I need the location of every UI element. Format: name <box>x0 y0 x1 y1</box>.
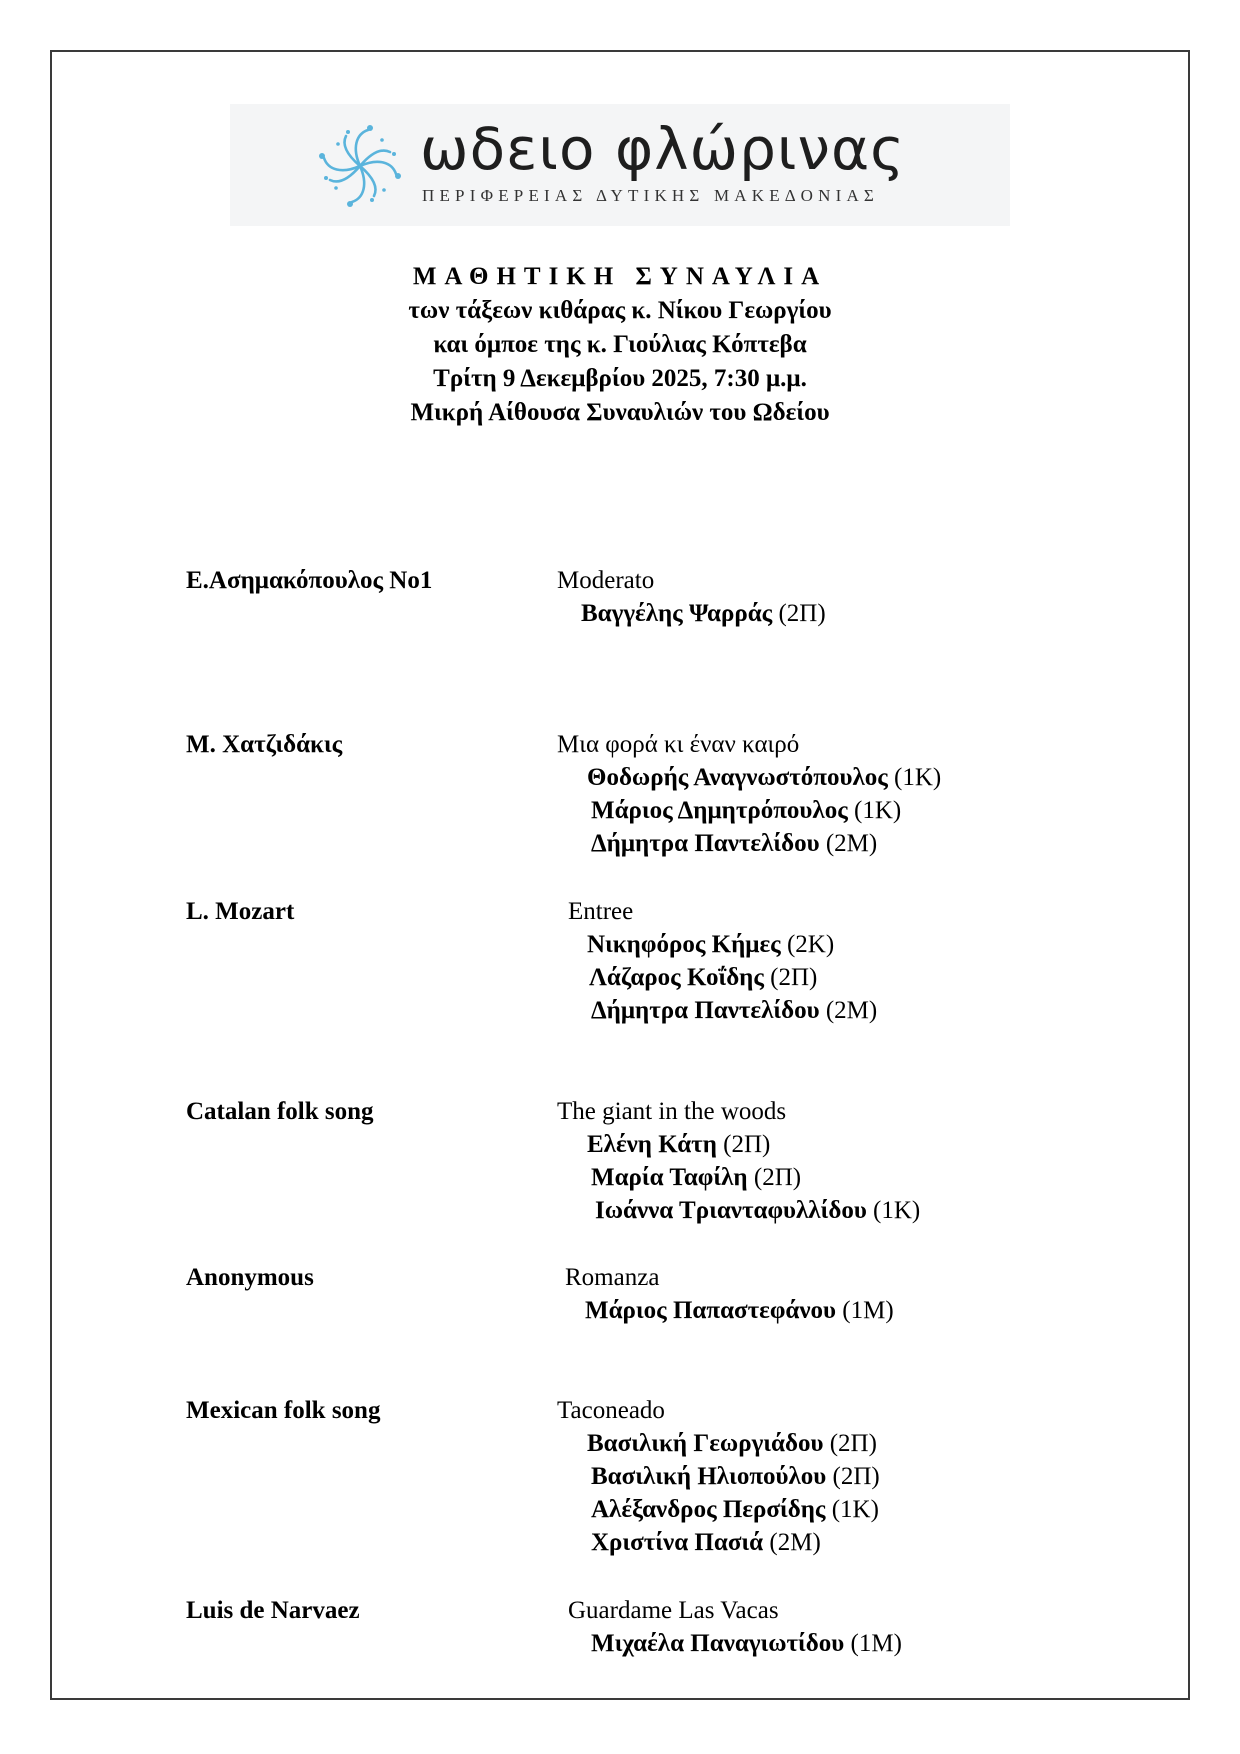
performer <box>591 1627 902 1660</box>
performer <box>585 1294 894 1327</box>
concert-header <box>0 260 1240 430</box>
performer-name: Λάζαρος Κοΐδης <box>589 964 764 991</box>
concert-title: ΜΑΘΗΤΙΚΗ ΣΥΝΑΥΛΙΑ <box>412 263 828 290</box>
conservatory-logo <box>230 104 1010 226</box>
composer-name: L. Mozart <box>186 898 295 925</box>
performer <box>591 1526 821 1559</box>
performer-name: Δήμητρα Παντελίδου <box>591 997 820 1024</box>
composer-name: Ε.Ασημακόπουλος Νο1 <box>186 567 433 594</box>
performer <box>591 827 877 860</box>
performer <box>591 794 901 827</box>
performer-class: (2Π) <box>763 964 818 991</box>
performer <box>595 1194 920 1227</box>
performer-class: (1Κ) <box>847 797 902 824</box>
performer-name: Χριστίνα Πασιά <box>591 1529 764 1556</box>
performer <box>591 1493 879 1526</box>
logo-subtitle: ΠΕΡΙΦΕΡΕΙΑΣ ΔΥΤΙΚΗΣ ΜΑΚΕΔΟΝΙΑΣ <box>422 186 880 205</box>
performer <box>587 761 941 794</box>
performer <box>587 928 834 961</box>
performer-name: Ελένη Κάτη <box>587 1131 717 1158</box>
performer-name: Δήμητρα Παντελίδου <box>591 830 820 857</box>
performer-class: (2Κ) <box>780 931 835 958</box>
piece-title: Guardame Las Vacas <box>568 1597 779 1624</box>
performer-class: (2Μ) <box>819 830 878 857</box>
performer <box>587 1128 770 1161</box>
performer-name: Νικηφόρος Κήμες <box>587 931 781 958</box>
performer-class: (2Μ) <box>819 997 878 1024</box>
performer-name: Ιωάννα Τριανταφυλλίδου <box>595 1197 867 1224</box>
performer <box>581 597 826 630</box>
composer-name: Mexican folk song <box>186 1397 381 1424</box>
performer-name: Θοδωρής Αναγνωστόπουλος <box>587 764 888 791</box>
performer-name: Βασιλική Γεωργιάδου <box>587 1430 824 1457</box>
performer <box>591 1161 801 1194</box>
performer-name: Μιχαέλα Παναγιωτίδου <box>591 1630 845 1657</box>
piece-title: Μια φορά κι έναν καιρό <box>557 731 800 758</box>
performer <box>587 1427 877 1460</box>
performer-class: (1Μ) <box>844 1630 902 1657</box>
performer-class: (1Κ) <box>887 764 942 791</box>
composer-name: Luis de Narvaez <box>186 1597 360 1624</box>
performer-name: Μάριος Παπαστεφάνου <box>585 1297 837 1324</box>
performer-class: (2Π) <box>747 1164 802 1191</box>
piece-title: Moderato <box>557 567 655 594</box>
performer-class: (2Π) <box>826 1463 880 1490</box>
composer-name: Anonymous <box>186 1264 314 1291</box>
composer-name: Catalan folk song <box>186 1098 374 1125</box>
header-line-classes: των τάξεων κιθάρας κ. Νίκου Γεωργίου <box>408 297 832 324</box>
performer <box>589 961 817 994</box>
performer-class: (1Κ) <box>825 1496 879 1523</box>
performer-class: (1Κ) <box>866 1197 921 1224</box>
performer-class: (2Π) <box>716 1131 771 1158</box>
piece-title: Taconeado <box>557 1397 665 1424</box>
performer-name: Αλέξανδρος Περσίδης <box>591 1496 826 1523</box>
performer-name: Μάριος Δημητρόπουλος <box>591 797 848 824</box>
piece-title: Entree <box>568 898 634 925</box>
performer <box>591 994 877 1027</box>
performer-class: (2Π) <box>772 600 826 627</box>
performer <box>591 1460 880 1493</box>
header-line-date: Τρίτη 9 Δεκεμβρίου 2025, 7:30 μ.μ. <box>433 365 807 392</box>
performer-name: Βασιλική Ηλιοπούλου <box>591 1463 827 1490</box>
performer-name: Βαγγέλης Ψαρράς <box>581 600 773 627</box>
piece-title: Romanza <box>565 1264 660 1291</box>
logo-title: ωδειο φλώρινας <box>420 115 906 183</box>
header-line-oboe: και όμποε της κ. Γιούλιας Κόπτεβα <box>433 331 807 358</box>
performer-class: (2Π) <box>823 1430 877 1457</box>
flourish-logo-icon <box>312 118 408 214</box>
piece-title: The giant in the woods <box>557 1098 787 1125</box>
composer-name: Μ. Χατζιδάκις <box>186 731 343 758</box>
performer-class: (1Μ) <box>836 1297 894 1324</box>
performer-name: Μαρία Ταφίλη <box>591 1164 748 1191</box>
performer-class: (2Μ) <box>763 1529 821 1556</box>
header-line-venue: Μικρή Αίθουσα Συναυλιών του Ωδείου <box>410 399 830 426</box>
